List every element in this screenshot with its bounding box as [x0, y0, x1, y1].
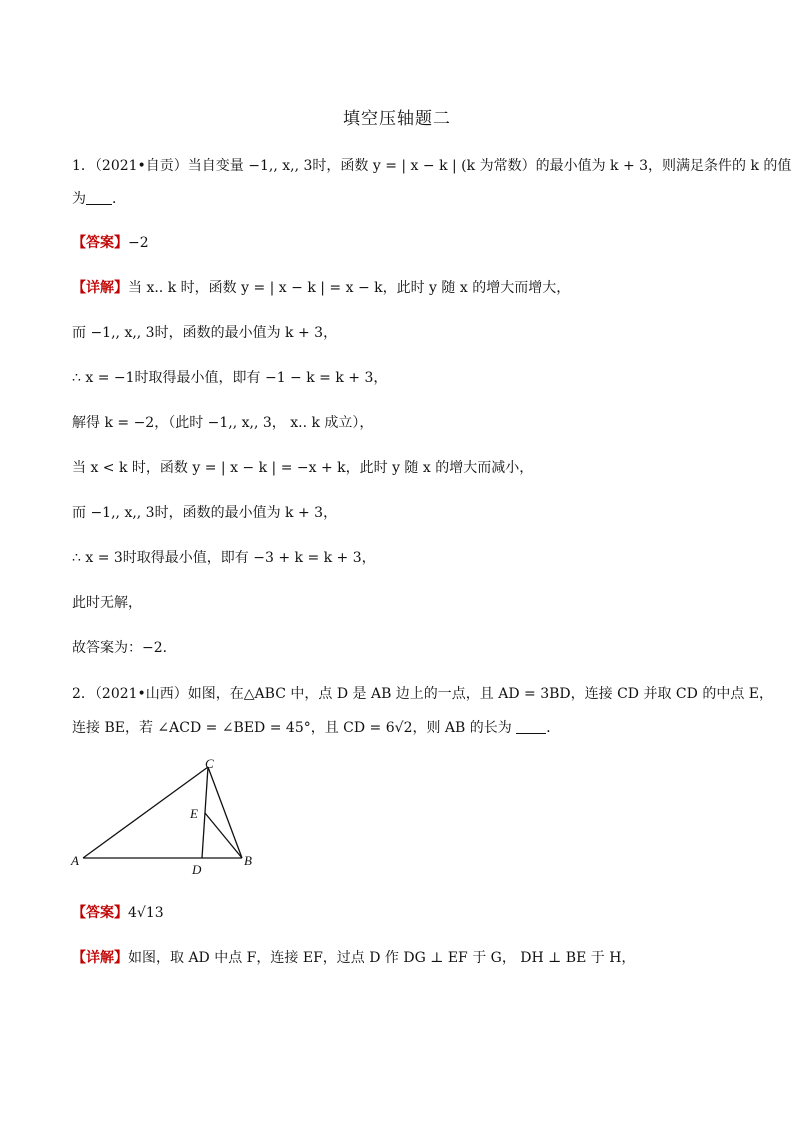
q2-stem-line-2	[72, 718, 732, 738]
q2-stem-line-1: 2．（2021•山西）如图，在△ABC 中，点 D 是 AB 边上的一点，且 AD = 3BD，连接 CD 并取 CD 的中点 E，	[72, 686, 773, 702]
segment-eb	[205, 813, 242, 858]
triangle-lines	[83, 767, 242, 858]
q1-detail-line: 此时无解，	[72, 595, 142, 611]
q2-answer-tag: 【答案】	[72, 905, 128, 921]
label-b: B	[244, 853, 252, 868]
q2-detail-first	[72, 948, 732, 968]
segment-cd	[202, 767, 208, 858]
q1-detail-line: 解得 k = −2，（此时 −1,, x,, 3， x.. k 成立），	[72, 415, 374, 431]
q2-answer-value: 4√13	[128, 905, 164, 921]
q1-detail-line: 故答案为：−2．	[72, 640, 177, 656]
label-d: D	[192, 862, 202, 877]
segment-cb	[208, 767, 242, 858]
q1-answer-value: −2	[128, 235, 149, 251]
q1-detail-first	[72, 278, 732, 298]
triangle-figure	[66, 756, 276, 881]
q2-answer-blank	[516, 719, 546, 734]
q1-detail-line: ∴ x = −1时取得最小值，即有 −1 − k = k + 3，	[72, 370, 388, 386]
q1-detail-first-text: 当 x.. k 时，函数 y = | x − k | = x − k，此时 y 随 x 的增大而增大，	[128, 280, 571, 296]
q1-detail-line: 而 −1,, x,, 3时，函数的最小值为 k + 3，	[72, 325, 338, 341]
label-e: E	[190, 806, 198, 821]
q1-stem-line-2-end: ．	[112, 191, 126, 207]
q1-detail-line: 而 −1,, x,, 3时，函数的最小值为 k + 3，	[72, 505, 338, 521]
q1-answer-blank	[86, 190, 112, 205]
label-a: A	[71, 853, 79, 868]
q1-detail-tag: 【详解】	[72, 280, 128, 296]
q1-detail-line: 当 x < k 时，函数 y = | x − k | = −x + k，此时 y 随 x 的增大而减小，	[72, 460, 534, 476]
label-c: C	[205, 756, 214, 771]
q2-detail-tag: 【详解】	[72, 950, 128, 966]
q1-stem-line-2-text: 为	[72, 191, 86, 207]
q2-answer	[72, 903, 732, 923]
q1-detail-line: ∴ x = 3时取得最小值，即有 −3 + k = k + 3，	[72, 550, 376, 566]
page-title: 填空压轴题二	[343, 109, 451, 129]
q1-answer-tag: 【答案】	[72, 235, 128, 251]
q1-stem-line-2	[72, 189, 732, 209]
q2-stem-line-2-text: 连接 BE，若 ∠ACD = ∠BED = 45°，且 CD = 6√2，则 AB 的长为	[72, 720, 512, 736]
q2-stem-line-2-end: ．	[546, 720, 561, 736]
q1-stem-line-1: 1．（2021•自贡）当自变量 −1,, x,, 3时，函数 y = | x − k | (k 为常数）的最小值为 k + 3，则满足条件的 k 的值	[72, 158, 792, 174]
q1-answer	[72, 233, 732, 253]
q2-detail-first-text: 如图，取 AD 中点 F，连接 EF，过点 D 作 DG ⊥ EF 于 G， DH ⊥ BE 于 H，	[128, 950, 636, 966]
